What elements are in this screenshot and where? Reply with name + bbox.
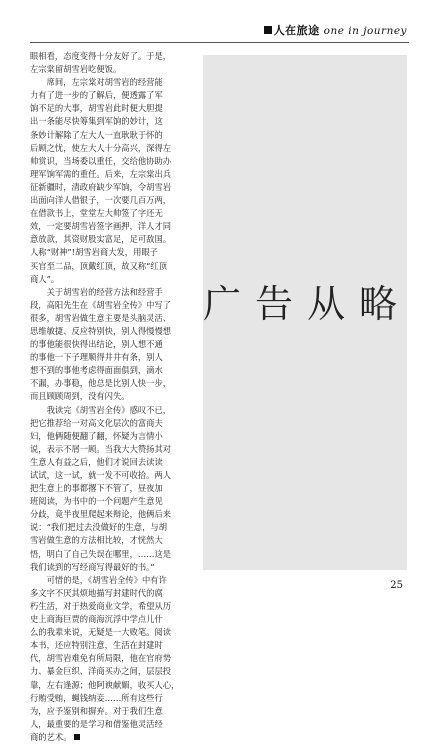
article-text-column bbox=[30, 50, 187, 744]
page-number: 25 bbox=[390, 580, 403, 591]
square-bullet-icon bbox=[264, 26, 272, 34]
text-line: 而且顾顾周到，没有闪失。 bbox=[30, 391, 130, 402]
text-line: 说，表示不屑一顾。当我大大赞扬其对 bbox=[30, 443, 172, 454]
text-line: 人，最重要的是学习和借鉴他灵活经 bbox=[30, 718, 163, 729]
text-line: 出面向洋人借银子，一次要几百万两， bbox=[30, 195, 172, 206]
text-line: 饷不足的大事，胡雪岩此时便大胆提 bbox=[30, 103, 163, 114]
text-line: 帅赏识，当场委以重任，交给他协助办 bbox=[30, 155, 172, 166]
text-line: 条妙计解除了左大人一直耿耿于怀的 bbox=[30, 129, 163, 140]
text-line: 靠，左右逢源；他阿谀献媚，收买人心， bbox=[30, 679, 180, 690]
text-line: 很多，胡雪岩做生意主要是头脑灵活、 bbox=[30, 312, 172, 323]
text-line: 的事他一下子理顺得井井有条，别人 bbox=[30, 352, 163, 363]
text-line: 我们读到的写经商写得最好的书。” bbox=[30, 561, 155, 572]
text-line: 试试，这一试，就一发不可收拾。两人 bbox=[30, 470, 172, 480]
text-line: 理军饷军需的重任。后来，左宗棠出兵 bbox=[30, 168, 172, 179]
text-line: 力有了进一步的了解后，便透露了军 bbox=[30, 90, 163, 101]
text-line: 么的我辈来说，无疑是一大败笔。阅读 bbox=[30, 627, 172, 638]
text-line: 效，一定要胡雪岩签字画押，洋人才同 bbox=[30, 221, 172, 232]
advertisement-placeholder bbox=[203, 55, 412, 570]
text-line: 想不到的事他考虑得面面俱到，滴水 bbox=[30, 365, 163, 376]
text-line: 分歧，竟半夜里爬起来辩论，他俩后来 bbox=[30, 509, 172, 520]
text-line: 为，应予鉴别和摒弃。对于我们生意 bbox=[30, 705, 163, 716]
text-line: 思维敏捷、反应特别快，别人得慢慢想 bbox=[30, 325, 172, 336]
text-line: 关于胡雪岩的经营方法和经营手 bbox=[30, 286, 163, 297]
header-rule bbox=[30, 42, 409, 43]
text-line: 史上商海巨贾的商海沉浮中学点儿什 bbox=[30, 614, 163, 625]
text-line: 悟，明白了自己失误在哪里，……这是 bbox=[30, 548, 172, 559]
text-line: 左宗棠留胡雪岩吃便饭。 bbox=[30, 64, 122, 75]
text-line: 生意人有益之后，他们才说回去读读 bbox=[30, 456, 163, 467]
text-line: 人称“财神”!胡雪岩商大发，用眼子 bbox=[30, 247, 158, 258]
text-line: 商的艺术。 bbox=[30, 731, 187, 744]
text-line: 本书，还应特别注意，生活在封建时 bbox=[30, 640, 163, 651]
text-line: 可惜的是，《胡雪岩全传》中有许 bbox=[30, 574, 167, 585]
text-line: 出一条能尽快筹集到军饷的妙计，这 bbox=[30, 116, 163, 127]
text-line: 代，胡雪岩难免有所局限，他在官府势 bbox=[30, 653, 172, 664]
text-line: 意放款，其资财股实富足，足可敌国。 bbox=[30, 234, 172, 245]
text-line: 商人”。 bbox=[30, 273, 60, 284]
header-english-title: one in journey bbox=[323, 25, 407, 37]
text-line: 把生意上的事都撂下不管了，昼夜加 bbox=[30, 483, 163, 494]
end-of-article-icon bbox=[74, 734, 80, 740]
text-line: 我读完《胡雪岩全传》感叹不已， bbox=[30, 404, 172, 415]
text-line: 把它推荐给一对高文化层次的富商夫 bbox=[30, 417, 163, 428]
text-line: 后顾之忧，使左大人十分高兴，深得左 bbox=[30, 142, 172, 153]
text-line: 力、暴金巨织、洋商买办之间，层层投 bbox=[30, 666, 172, 677]
text-line: 妇，他俩随便翻了翻，怀疑为言情小 bbox=[30, 430, 163, 441]
running-header bbox=[264, 22, 407, 38]
text-line: 朽生活，对于热爱商业文学，希望从历 bbox=[30, 600, 172, 611]
text-line: 的事他能很快得出结论，别人想不通 bbox=[30, 339, 163, 350]
header-section-title: 人在旅途 bbox=[273, 24, 320, 37]
text-line: 班阅读，为书中的一个问题产生意见 bbox=[30, 496, 163, 507]
text-line: 征新疆时，清政府缺少军饷，令胡雪岩 bbox=[30, 181, 172, 192]
text-line: 段，高阳先生在《胡雪岩全传》中写了 bbox=[30, 299, 172, 310]
text-line: 多文字不厌其烦地描写封建时代的腐 bbox=[30, 587, 163, 598]
text-line: 在借款书上，堂堂左大帅签了字还无 bbox=[30, 208, 163, 219]
text-line: 买官至二品，顶戴红顶，故又称“红顶 bbox=[30, 260, 167, 271]
text-line: 说：“我们把过去没做好的生意，与胡 bbox=[30, 522, 167, 533]
text-line: 不漏，办事稳，他总是比别人快一步， bbox=[30, 378, 172, 389]
text-line: 席间，左宗棠对胡雪岩的经营能 bbox=[30, 77, 163, 88]
text-line: 行贿受贿，蝇钱纳妾……所有这些行 bbox=[30, 692, 163, 703]
text-line: 雪岩做生意的方法相比较，才恍然大 bbox=[30, 535, 163, 546]
text-line: 眼相看，态度变得十分友好了。于是， bbox=[30, 51, 172, 61]
ad-omitted-label: 广告从略 bbox=[203, 282, 412, 326]
